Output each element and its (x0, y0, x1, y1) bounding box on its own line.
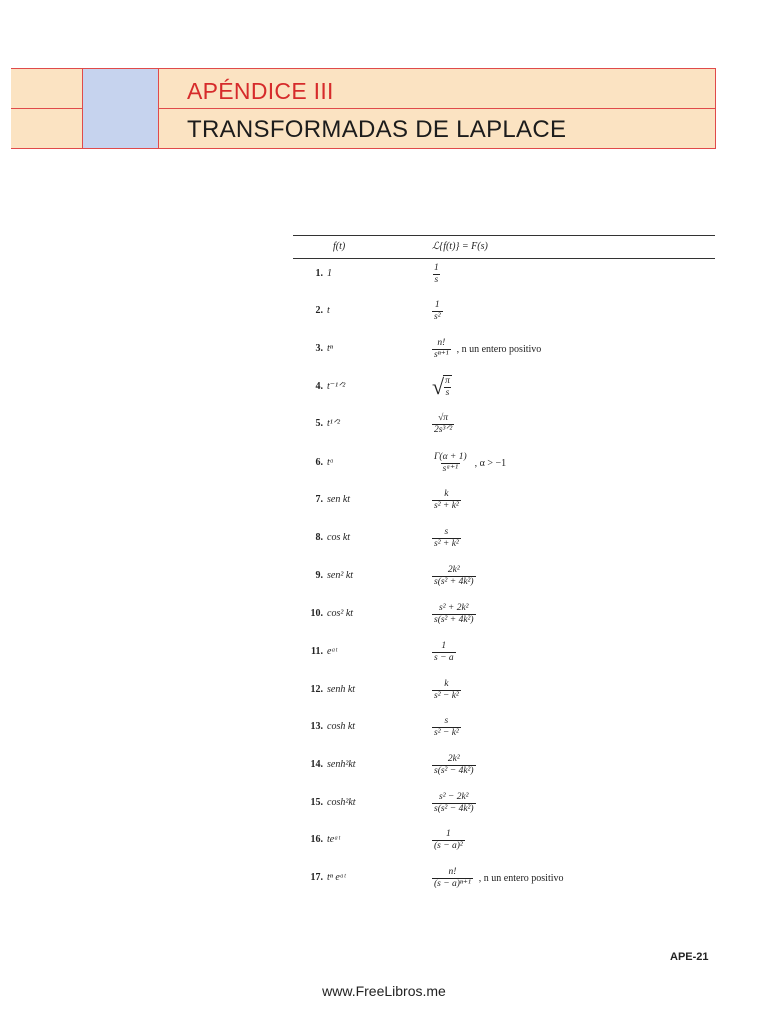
function-f: 1 (327, 268, 332, 279)
function-f: t (327, 305, 330, 316)
appendix-header (11, 68, 716, 149)
function-f: cosh²kt (327, 797, 356, 808)
numerator: 2k² (447, 753, 460, 764)
denominator: (s − a)ⁿ⁺¹ (434, 878, 471, 889)
header-right-edge (715, 69, 716, 148)
table-row (293, 825, 715, 855)
transform-F (432, 561, 482, 591)
row-number: 15. (310, 797, 323, 808)
function-f: eᵃᵗ (327, 646, 338, 657)
fraction (432, 452, 469, 475)
fraction (432, 263, 441, 286)
table-row (293, 675, 715, 705)
transform-F (432, 599, 482, 629)
fraction (432, 716, 461, 739)
fraction (432, 603, 476, 626)
table-row (293, 296, 715, 326)
fraction (432, 792, 476, 815)
table-row (293, 334, 715, 364)
table-row (293, 712, 715, 742)
numerator: 1 (434, 299, 440, 310)
fraction (432, 754, 476, 777)
numerator: 1 (434, 262, 439, 273)
function-f: t¹ᐟ² (327, 418, 341, 429)
function-f: cos kt (327, 532, 351, 543)
table-row (293, 599, 715, 629)
function-f: tᵅ (327, 457, 334, 468)
denominator: (s − a)² (434, 840, 463, 851)
transform-F (432, 523, 467, 553)
numerator: k (444, 488, 449, 499)
transform-F (432, 259, 447, 289)
transform-F (432, 372, 458, 402)
table-row (293, 523, 715, 553)
transform-note: , n un entero positivo (456, 343, 542, 355)
row-number: 13. (310, 721, 323, 732)
function-f: senh kt (327, 684, 356, 695)
table-row (293, 259, 715, 289)
row-number: 16. (310, 834, 323, 845)
fraction (443, 376, 452, 399)
table-row (293, 788, 715, 818)
transform-F (432, 825, 471, 855)
denominator: s(s² − 4k²) (434, 803, 474, 814)
numerator: n! (437, 337, 446, 348)
numerator: k (444, 678, 449, 689)
numerator: s (444, 526, 449, 537)
table-row (293, 863, 715, 893)
row-number: 12. (310, 684, 323, 695)
denominator: s − a (434, 652, 454, 663)
transform-F (432, 675, 467, 705)
fraction (432, 338, 451, 361)
numerator: 1 (446, 828, 451, 839)
row-number: 10. (310, 608, 323, 619)
function-f: sen² kt (327, 570, 354, 581)
fraction (432, 679, 461, 702)
row-number: 2. (315, 305, 323, 316)
row-number: 9. (315, 570, 323, 581)
numerator: Γ(α + 1) (434, 451, 467, 462)
transform-F (432, 448, 506, 478)
table-row (293, 372, 715, 402)
fraction (432, 641, 456, 664)
transform-F (432, 409, 460, 439)
numerator: π (445, 376, 450, 386)
sqrt-expression (432, 375, 452, 399)
column-header-F: ℒ{f(t)} = F(s) (432, 241, 488, 252)
denominator: s(s² − 4k²) (434, 765, 474, 776)
fraction (432, 300, 443, 323)
function-f: t⁻¹ᐟ² (327, 381, 346, 392)
function-f: sen kt (327, 494, 351, 505)
table-row (293, 637, 715, 667)
row-number: 11. (311, 646, 323, 657)
denominator: s(s² + 4k²) (434, 614, 474, 625)
denominator: s² − k² (434, 727, 459, 738)
row-number: 4. (315, 381, 323, 392)
fraction (432, 565, 476, 588)
row-number: 17. (310, 872, 323, 883)
transform-note: , α > −1 (474, 457, 507, 469)
function-f: cos² kt (327, 608, 354, 619)
fraction (432, 867, 473, 890)
numerator: s² + 2k² (439, 602, 469, 613)
transform-F (432, 863, 564, 893)
row-number: 7. (315, 494, 323, 505)
radical-sign: √ (432, 374, 445, 399)
denominator: s² + k² (434, 538, 459, 549)
row-number: 14. (310, 759, 323, 770)
transform-note: , n un entero positivo (478, 872, 564, 884)
transform-F (432, 334, 541, 364)
column-header-f: f(t) (333, 241, 346, 252)
site-url: www.FreeLibros.me (322, 983, 446, 999)
row-number: 1. (315, 268, 323, 279)
numerator: √π (438, 412, 449, 423)
function-f: senh²kt (327, 759, 356, 770)
table-row (293, 561, 715, 591)
numerator: s² − 2k² (439, 791, 469, 802)
transform-F (432, 750, 482, 780)
row-number: 5. (315, 418, 323, 429)
table-row (293, 750, 715, 780)
fraction (432, 829, 465, 852)
denominator: s² + k² (434, 500, 459, 511)
row-number: 3. (315, 343, 323, 354)
transform-F (432, 637, 462, 667)
transform-F (432, 485, 467, 515)
fraction (432, 527, 461, 550)
row-number: 6. (315, 457, 323, 468)
page-number: APE-21 (670, 951, 709, 963)
denominator: s² (434, 311, 441, 322)
transform-F (432, 788, 482, 818)
numerator: s (444, 715, 449, 726)
fraction (432, 489, 461, 512)
transform-F (432, 296, 449, 326)
numerator: 1 (441, 640, 447, 651)
denominator: s (434, 274, 439, 285)
table-header (293, 236, 715, 259)
table-row (293, 485, 715, 515)
table-row (293, 448, 715, 478)
row-number: 8. (315, 532, 323, 543)
appendix-title: APÉNDICE III (187, 78, 334, 104)
denominator: sⁿ⁺¹ (434, 349, 449, 360)
function-f: tⁿ (327, 343, 333, 354)
numerator: n! (448, 866, 457, 877)
denominator: sᵅ⁺¹ (442, 463, 458, 474)
denominator: s(s² + 4k²) (434, 576, 474, 587)
function-f: cosh kt (327, 721, 356, 732)
function-f: tⁿ eᵃᵗ (327, 872, 346, 883)
radicand (443, 375, 452, 399)
function-f: teᵃᵗ (327, 834, 340, 845)
page-title: TRANSFORMADAS DE LAPLACE (187, 116, 567, 143)
denominator: s (445, 388, 450, 398)
numerator: 2k² (447, 564, 460, 575)
header-color-block (83, 69, 159, 148)
denominator: 2s³ᐟ² (434, 424, 453, 435)
table-row (293, 409, 715, 439)
denominator: s² − k² (434, 690, 459, 701)
fraction (432, 413, 454, 436)
transform-F (432, 712, 467, 742)
